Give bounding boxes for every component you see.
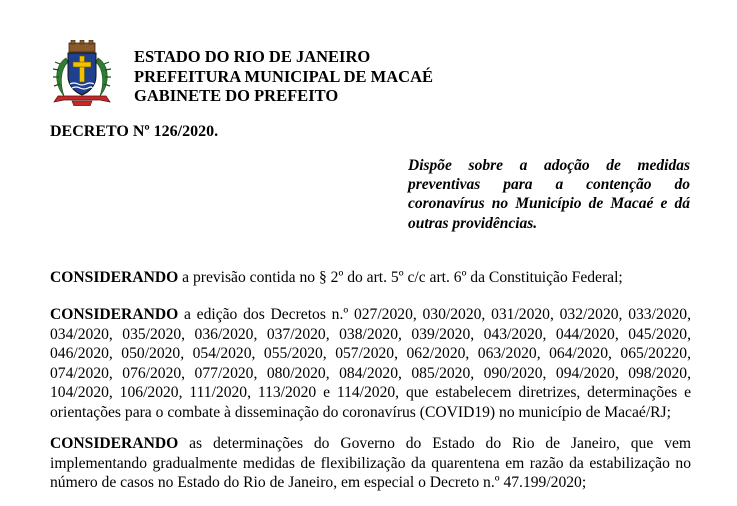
decree-title: DECRETO Nº 126/2020. xyxy=(50,123,219,140)
paragraph-2 xyxy=(50,305,691,423)
coat-of-arms-icon xyxy=(52,40,112,106)
city-hall-name: PREFEITURA MUNICIPAL DE MACAÉ xyxy=(134,66,433,86)
paragraph-3 xyxy=(50,434,691,493)
paragraph-1 xyxy=(50,268,691,288)
paragraph-keyword: CONSIDERANDO xyxy=(50,269,179,286)
state-name: ESTADO DO RIO DE JANEIRO xyxy=(134,47,371,66)
office-name: GABINETE DO PREFEITO xyxy=(134,86,339,105)
paragraph-keyword: CONSIDERANDO xyxy=(50,435,179,452)
paragraph-text: a previsão contida no § 2º do art. 5º c/c art. 6º da Constituição Federal; xyxy=(178,269,623,286)
decree-summary: Dispõe sobre a adoção de medidas preventivas para a contenção do coronavírus no Município de Macaé e dá outras providências. xyxy=(408,157,690,232)
paragraph-text: a edição dos Decretos n.º 027/2020, 030/2020, 031/2020, 032/2020, 033/2020, 034/2020, 035/2020, 036/2020, 037/2020, 038/2020, 039/2020, 043/2020, 044/2020, 045/2020, 046/2020, 050/2020, 054/2020, 055/2020, 057/2020, 062/2020, 063/2020, 064/2020, 065/20220, 074/2020, 076/2020, 077/2020, 080/2020, 084/2020, 085/2020, 090/2020, 094/2020, 098/2020, 104/2020, 106/2020, 111/2020, 113/2020 e 114/2020, que estabelecem diretrizes, determinações e orientações para o combate à disseminação do coronavírus (COVID19) no município de Macaé/RJ; xyxy=(50,306,691,421)
letterhead xyxy=(134,47,433,106)
paragraph-keyword: CONSIDERANDO xyxy=(50,306,179,323)
paragraph-text: as determinações do Governo do Estado do Rio de Janeiro, que vem implementando gradualmente medidas de flexibilização da quarentena em razão da estabilização no número de casos no Estado do Rio de Janeiro, em especial o Decreto n.º 47.199/2020; xyxy=(50,435,691,492)
